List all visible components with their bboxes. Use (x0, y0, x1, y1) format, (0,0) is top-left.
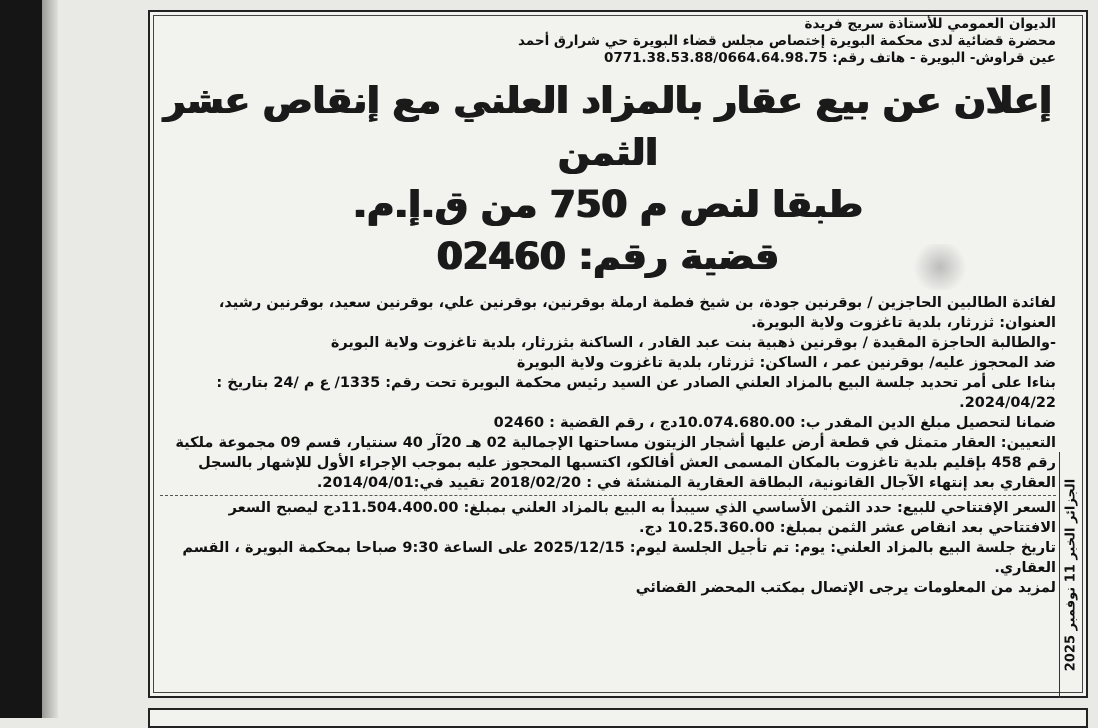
announcement-content (160, 16, 1056, 598)
announcement-title: إعلان عن بيع عقار بالمزاد العلني مع إنقاص عشر الثمن (164, 79, 1052, 174)
announcement-body (160, 293, 1056, 598)
property-description: التعيين: العقار متمثل في قطعة أرض عليها أشجار الزيتون مساحتها الإجمالية 02 هـ 20آر 40 سنتيار، قسم 09 مجموعة ملكية رقم 458 بإقليم بلدية تاغزوت بالمكان المسمى العش أفالكو، اكتسبها المحجوز عليه بموجب الإجراء الأول للإشهار بالسجل العقاري بعد إنتهاء الآجال القانونية، البطاقة العقارية المنشئة في : 2018/02/20 تقييد في:2014/04/01. (175, 435, 1056, 491)
creditors-address: العنوان: ثزرثار، بلدية تاغزوت ولاية البويرة. (751, 315, 1056, 331)
creditors-paragraph: لفائدة الطالبين الحاجزين / بوقرنين جودة، بن شيخ فطمة ارملة بوقرنين، بوقرنين علي، بوقرنين سعيد، بوقرنين رشيد، (218, 295, 1056, 311)
debtor-paragraph: ضد المحجوز عليه/ بوقرنين عمر ، الساكن: ثزرثار، بلدية تاغزوت ولاية البويرة (516, 355, 1056, 371)
dashed-divider (160, 495, 1056, 496)
debt-amount-paragraph: ضمانا لتحصيل مبلغ الدين المقدر ب: 10.074.680.00دج ، رقم القضية : 02460 (493, 415, 1056, 431)
contact-paragraph: لمزيد من المعلومات يرجى الإتصال بمكتب المحضر القضائي (635, 580, 1056, 596)
legal-reference: طبقا لنص م 750 من ق.إ.م. (353, 183, 863, 226)
court-order-paragraph: بناءا على أمر تحديد جلسة البيع بالمزاد العلني الصادر عن السيد رئيس محكمة البويرة تحت رقم: 1335/ ع م /24 بتاريخ : 2024/04/22. (216, 375, 1056, 411)
opening-price-paragraph: السعر الإفتتاحي للبيع: حدد الثمن الأساسي الذي سيبدأ به البيع بالمزاد العلني بمبلغ: 11.504.400.00دج ليصبح السعر الافتتاحي بعد انقاص عشر الثمن بمبلغ: 10.25.360.00 دج. (228, 500, 1056, 536)
newspaper-side-label (1059, 452, 1082, 698)
auction-date-paragraph: تاريخ جلسة البيع بالمزاد العلني: يوم: تم تأجيل الجلسة ليوم: 2025/12/15 على الساعة 9:30 صباحا بمحكمة البويرة ، القسم العقاري. (182, 540, 1056, 576)
office-court-line: محضرة قضائية لدى محكمة البويرة إختصاص مجلس قضاء البويرة حي شرارق أحمد (518, 33, 1056, 49)
newspaper-date-label: الجزائر الخبر 11 نوفمبر 2025 (1063, 478, 1079, 672)
next-clipping-frame (148, 708, 1088, 728)
case-number: قضية رقم: 02460 (436, 235, 780, 278)
office-name: الديوان العمومي للأستاذة سريج فريدة (804, 16, 1056, 32)
office-address-phone: عين قراوش- البويرة - هاتف رقم: 0771.38.53.88/0664.64.98.75 (603, 50, 1056, 66)
announcement-clipping (148, 10, 1088, 698)
dark-page-edge (0, 0, 42, 718)
page-shadow (42, 0, 58, 718)
registered-creditor-paragraph: -والطالبة الحاجزة المقيدة / بوقرنين ذهبية بنت عبد القادر ، الساكنة بثزرثار، بلدية تاغزوت ولاية البويرة (330, 335, 1056, 351)
